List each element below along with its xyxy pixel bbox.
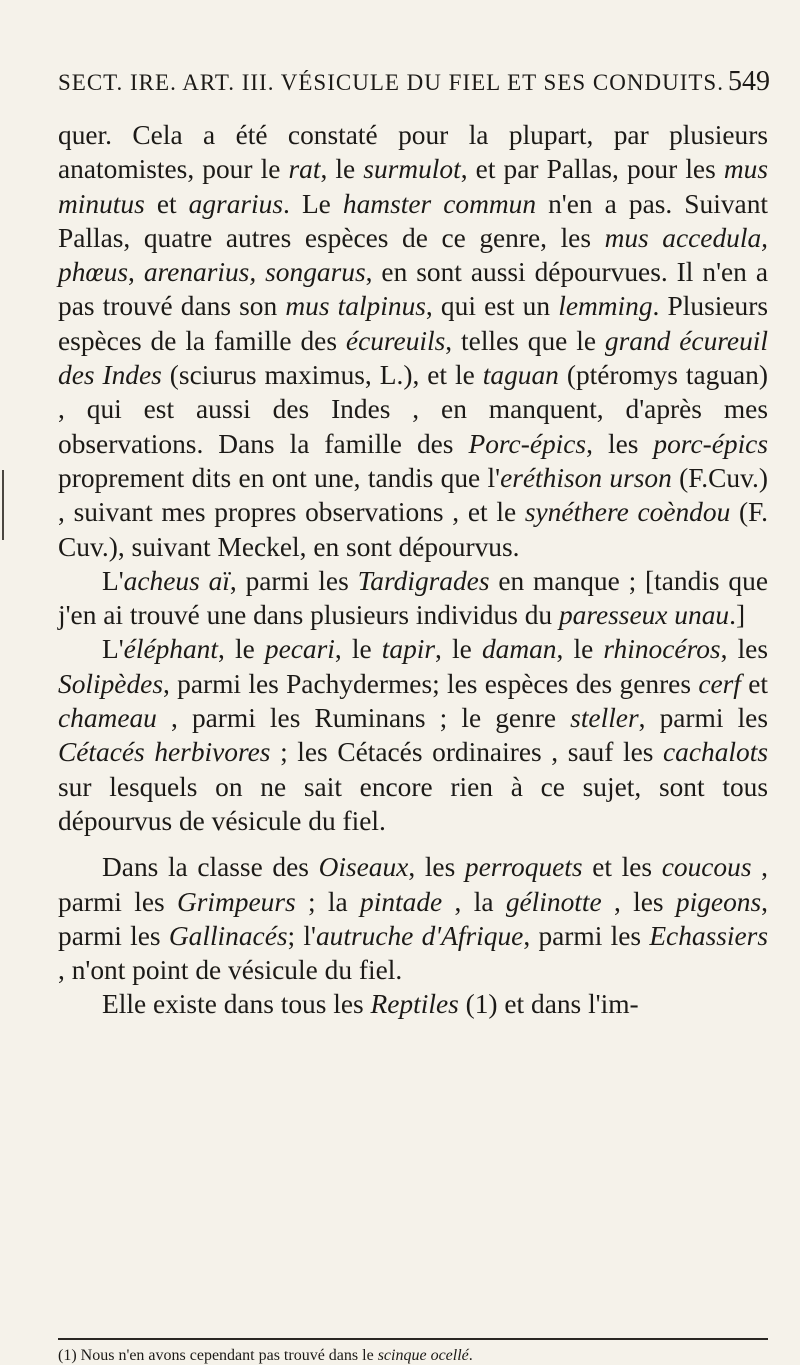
italic-term: perroquets: [464, 852, 583, 883]
paragraph: [58, 118, 768, 564]
text-run: (1) et dans l'im-: [458, 989, 639, 1020]
italic-term: acheus aï: [123, 565, 230, 596]
footnote-text: Nous n'en avons cependant pas trouvé dans le: [80, 1347, 378, 1364]
italic-term: Reptiles: [370, 989, 459, 1020]
text-run: , les: [601, 886, 676, 917]
italic-term: Porc-épics: [468, 428, 587, 459]
italic-term: autruche d'Afrique: [315, 920, 524, 951]
italic-term: pecari: [264, 634, 335, 665]
text-run: (ptéromys taguan) , qui est aussi des Indes , en manquent, d'après mes observations. Dans la famille des: [58, 360, 769, 459]
text-run: Elle existe dans tous les: [102, 989, 371, 1020]
italic-term: Solipèdes: [58, 668, 163, 699]
text-run: , n'ont point de vésicule du fiel.: [58, 955, 403, 986]
text-run: , parmi les: [229, 565, 358, 596]
italic-term: porc-épics: [653, 428, 768, 459]
paragraph: [58, 632, 768, 838]
text-run: , parmi les Pachydermes; les espèces des genres: [162, 668, 699, 699]
text-run: (F.Cuv.) , suivant mes propres observations , et le: [58, 462, 768, 528]
italic-term: Oiseaux: [318, 852, 409, 883]
italic-term: hamster commun: [342, 188, 537, 219]
text-run: proprement dits en ont une, tandis que l': [58, 462, 501, 493]
text-run: Dans la classe des: [102, 852, 319, 883]
text-run: .]: [729, 600, 746, 631]
italic-term: Gallinacés: [168, 920, 288, 951]
italic-term: eréthison urson: [500, 462, 672, 493]
italic-term: tapir: [381, 634, 436, 665]
text-run: et: [740, 668, 768, 699]
text-run: , le: [435, 634, 482, 665]
italic-term: lemming: [558, 291, 653, 322]
text-run: , parmi les: [523, 920, 650, 951]
italic-term: cachalots: [663, 737, 768, 768]
footnote-italic: scinque ocellé: [377, 1347, 469, 1364]
margin-mark: [2, 470, 4, 540]
page-header: [58, 66, 770, 106]
text-run: , la: [442, 886, 506, 917]
text-run: et: [144, 188, 189, 219]
italic-term: écureuils: [345, 325, 446, 356]
paragraph: [58, 987, 768, 1021]
text-run: et les: [582, 852, 662, 883]
italic-term: mus talpinus: [285, 291, 426, 322]
italic-term: rhinocéros: [603, 634, 721, 665]
italic-term: surmulot: [363, 154, 461, 185]
text-run: , les: [720, 634, 768, 665]
text-run: , parmi les: [58, 886, 768, 951]
italic-term: daman: [481, 634, 557, 665]
text-run: , parmi les Ruminans ; le genre: [156, 703, 571, 734]
footnote: [58, 1347, 778, 1365]
text-run: quer. Cela a été constaté pour la plupart, par plusieurs anatomistes, pour le: [58, 120, 768, 185]
page-number: 549: [728, 66, 770, 97]
italic-term: arenarius, songarus: [143, 257, 366, 288]
text-run: sur lesquels on ne sait encore rien à ce sujet, sont tous dépourvus de vésicule du fiel.: [58, 771, 768, 836]
text-run: , les: [586, 428, 654, 459]
text-run: , les: [408, 852, 465, 883]
italic-term: synéthere coèndou: [524, 497, 731, 528]
italic-term: pigeons: [675, 886, 762, 917]
italic-term: mus accedula, phœus: [58, 222, 768, 288]
text-run: , le: [334, 634, 382, 665]
italic-term: chameau: [58, 703, 157, 734]
text-run: , parmi les: [58, 852, 768, 917]
text-run: n'en a pas. Suivant Pallas, quatre autres espèces de ce genre, les: [58, 188, 769, 253]
text-run: , qui est un: [425, 291, 559, 322]
italic-term: cerf: [698, 668, 741, 699]
italic-term: steller: [570, 703, 639, 734]
text-run: , le: [218, 634, 265, 665]
text-run: L': [102, 634, 124, 665]
text-run: L': [102, 565, 124, 596]
text-run: ; la: [295, 886, 361, 917]
italic-term: rat: [288, 154, 321, 185]
footnote-rule: [58, 1338, 768, 1340]
italic-term: Tardigrades: [357, 565, 490, 596]
text-run: , en sont aussi dépourvues. Il n'en a pas trouvé dans son: [58, 257, 768, 322]
italic-term: Grimpeurs: [176, 886, 296, 917]
text-run: en manque ; [tandis que j'en ai trouvé une dans plusieurs individus du: [58, 565, 768, 631]
italic-term: agrarius: [188, 188, 284, 219]
footnote-marker: (1): [58, 1347, 77, 1364]
text-run: , telles que le: [445, 325, 605, 356]
text-run: . Plusieurs espèces de la famille des: [58, 291, 768, 356]
italic-term: taguan: [482, 360, 559, 391]
text-run: ,: [128, 257, 144, 288]
text-run: , parmi les: [638, 703, 768, 734]
italic-term: Echassiers: [649, 920, 768, 951]
italic-term: pintade: [360, 886, 443, 917]
text-run: , et par Pallas, pour les: [460, 154, 724, 185]
italic-term: éléphant: [123, 634, 218, 665]
body-text: [58, 118, 768, 1022]
italic-term: grand écureuil des Indes: [58, 325, 768, 391]
text-run: , le: [320, 154, 364, 185]
text-run: ; les Cétacés ordinaires , sauf les: [270, 737, 664, 768]
text-run: , le: [556, 634, 604, 665]
italic-term: gélinotte: [505, 886, 602, 917]
italic-term: paresseux unau: [558, 600, 730, 631]
text-run: . Le: [283, 188, 343, 219]
running-head: SECT. IRE. ART. III. VÉSICULE DU FIEL ET SES CONDUITS.: [58, 70, 724, 95]
italic-term: Cétacés herbivores: [58, 737, 271, 768]
italic-term: mus minutus: [58, 154, 769, 219]
paragraph: [58, 850, 768, 987]
text-run: (F. Cuv.), suivant Meckel, en sont dépourvus.: [58, 497, 769, 562]
italic-term: coucous: [661, 852, 752, 883]
text-run: ; l': [287, 920, 316, 951]
text-run: (sciurus maximus, L.), et le: [161, 360, 483, 391]
footnote-end: .: [468, 1347, 473, 1364]
paragraph: [58, 564, 768, 633]
